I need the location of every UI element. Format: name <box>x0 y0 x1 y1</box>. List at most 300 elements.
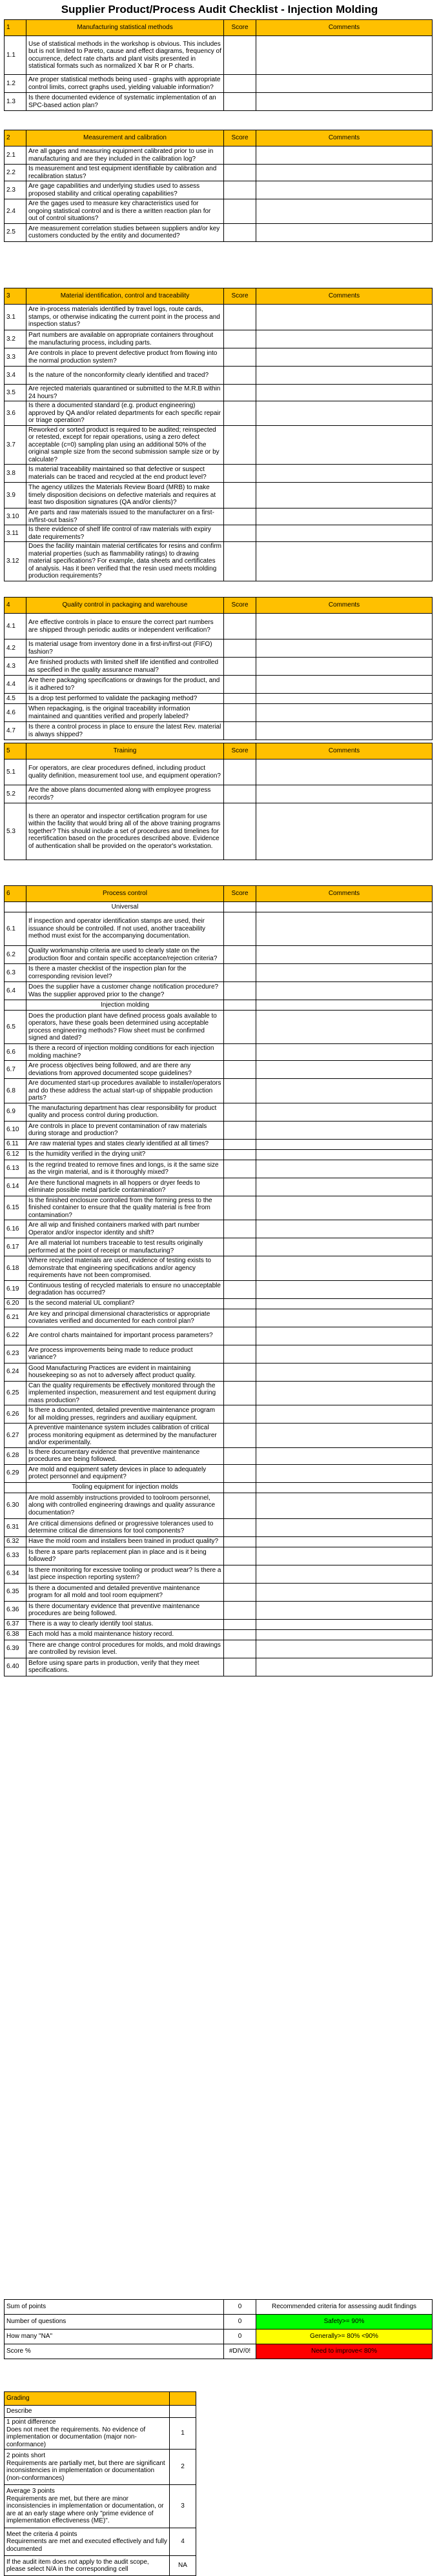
score-cell[interactable] <box>224 676 256 694</box>
comments-cell[interactable] <box>256 165 433 181</box>
score-cell[interactable] <box>224 1196 256 1220</box>
comments-cell[interactable] <box>256 223 433 241</box>
score-cell[interactable] <box>224 367 256 385</box>
item-number: 6.22 <box>5 1327 26 1345</box>
comments-cell[interactable] <box>256 401 433 426</box>
score-cell[interactable] <box>224 75 256 93</box>
grading-describe-row <box>5 2406 196 2418</box>
score-cell[interactable] <box>224 223 256 241</box>
comments-cell[interactable] <box>256 1178 433 1196</box>
score-cell[interactable] <box>224 1220 256 1238</box>
item-number: 6.9 <box>5 1103 26 1121</box>
checklist-row <box>5 1619 433 1629</box>
checklist-row <box>5 385 433 401</box>
score-cell[interactable] <box>224 1493 256 1518</box>
comments-cell[interactable] <box>256 367 433 385</box>
criteria-bad: Need to improve< 80% <box>256 2344 433 2359</box>
score-cell[interactable] <box>224 1583 256 1601</box>
number-of-questions-value: 0 <box>224 2315 256 2329</box>
comments-cell[interactable] <box>256 964 433 982</box>
score-cell[interactable] <box>224 1121 256 1139</box>
item-number: 6.39 <box>5 1640 26 1658</box>
comments-cell[interactable] <box>256 946 433 964</box>
checklist-row <box>5 1280 433 1298</box>
comments-cell[interactable] <box>256 199 433 224</box>
score-cell[interactable] <box>224 1536 256 1547</box>
item-question: Reworked or sorted product is required to be audited; reinspected or retested, except for repair operations, using a zero defect acceptable (c=0) sampling plan using an additional 50% of the original sample size from the second submission sample size or by calculate? <box>26 425 224 465</box>
score-cell[interactable] <box>224 1424 256 1448</box>
grading-row <box>5 2450 196 2485</box>
checklist-row <box>5 367 433 385</box>
item-number: 6.7 <box>5 1061 26 1079</box>
score-cell[interactable] <box>224 1256 256 1281</box>
item-number: 6.36 <box>5 1601 26 1619</box>
item-question: Good Manufacturing Practices are evident in maintaining housekeeping so as not to adversely affect product quality. <box>26 1363 224 1381</box>
number-of-questions-row <box>5 2315 433 2329</box>
comments-cell[interactable] <box>256 676 433 694</box>
score-cell[interactable] <box>224 1238 256 1256</box>
score-cell[interactable] <box>224 785 256 803</box>
score-cell[interactable] <box>224 704 256 722</box>
item-question: Are there packaging specifications or drawings for the product, and is it adhered to? <box>26 676 224 694</box>
item-number: 4.3 <box>5 658 26 676</box>
score-cell[interactable] <box>224 1309 256 1327</box>
score-cell[interactable] <box>224 1103 256 1121</box>
item-number: 5.3 <box>5 803 26 860</box>
score-cell[interactable] <box>224 946 256 964</box>
checklist-row <box>5 1121 433 1139</box>
item-question: Are critical dimensions defined or progressive tolerances used to determine critical die dimensions for tool components? <box>26 1518 224 1536</box>
comments-cell[interactable] <box>256 704 433 722</box>
checklist-row <box>5 36 433 75</box>
score-cell[interactable] <box>224 912 256 946</box>
comments-cell[interactable] <box>256 1160 433 1178</box>
comments-cell[interactable] <box>256 330 433 348</box>
score-cell[interactable] <box>224 525 256 542</box>
comments-cell[interactable] <box>256 658 433 676</box>
score-cell[interactable] <box>224 385 256 401</box>
section-title: Manufacturing statistical methods <box>26 20 224 36</box>
comments-cell[interactable] <box>256 1447 433 1464</box>
score-percent-label: Score % <box>5 2344 224 2359</box>
score-cell[interactable] <box>224 93 256 111</box>
comments-cell[interactable] <box>256 1196 433 1220</box>
section-table-1 <box>4 19 433 111</box>
item-question: Does the supplier have a customer change notification procedure? Was the supplier approved prior to the change? <box>26 982 224 1000</box>
item-question: Each mold has a mold maintenance history record. <box>26 1629 224 1640</box>
score-cell[interactable] <box>224 1565 256 1583</box>
checklist-row <box>5 1220 433 1238</box>
comments-cell[interactable] <box>256 1518 433 1536</box>
score-cell[interactable] <box>224 181 256 199</box>
score-cell[interactable] <box>224 964 256 982</box>
item-question: Is the humidity verified in the drying unit? <box>26 1149 224 1160</box>
checklist-row <box>5 425 433 465</box>
comments-cell[interactable] <box>256 425 433 465</box>
comments-cell[interactable] <box>256 694 433 704</box>
score-cell[interactable] <box>224 1658 256 1676</box>
checklist-row <box>5 785 433 803</box>
subsection-title: Tooling equipment for injection molds <box>26 1482 224 1493</box>
comments-cell[interactable] <box>256 1121 433 1139</box>
checklist-row <box>5 1583 433 1601</box>
item-number: 1.1 <box>5 36 26 75</box>
item-number: 6.4 <box>5 982 26 1000</box>
checklist-row <box>5 330 433 348</box>
score-cell[interactable] <box>224 425 256 465</box>
item-question: Are proper statistical methods being used - graphs with appropriate control limits, correct graphs used, yielding valuable information? <box>26 75 224 93</box>
item-question: The agency utilizes the Materials Review Board (MRB) to make timely disposition decisions on defective materials and requires at least two disposition signatures (QA and/or clients)? <box>26 483 224 508</box>
comments-header: Comments <box>256 598 433 614</box>
grading-description: Average 3 points Requirements are met, but there are minor inconsistencies in implementation or documentation, or are at an early stage where only "prime evidence of implementation effectiveness (ME)". <box>5 2485 170 2528</box>
section-header <box>5 130 433 146</box>
score-cell[interactable] <box>224 1044 256 1061</box>
comments-cell[interactable] <box>256 385 433 401</box>
checklist-row <box>5 401 433 426</box>
comments-cell[interactable] <box>256 785 433 803</box>
section-number: 5 <box>5 743 26 760</box>
item-number: 3.3 <box>5 348 26 367</box>
section-table-4 <box>4 597 433 740</box>
score-cell[interactable] <box>224 1160 256 1178</box>
comments-header: Comments <box>256 288 433 305</box>
item-question: Is the second material UL compliant? <box>26 1298 224 1309</box>
section-number: 3 <box>5 288 26 305</box>
checklist-row <box>5 1381 433 1405</box>
comments-cell[interactable] <box>256 1103 433 1121</box>
item-question: Is there a documented standard (e.g. product engineering) approved by QA and/or related departments for each specific repair or triage operation? <box>26 401 224 426</box>
comments-cell[interactable] <box>256 542 433 581</box>
item-number: 6.16 <box>5 1220 26 1238</box>
item-question: Is material usage from inventory done in a first-in/first-out (FIFO) fashion? <box>26 639 224 658</box>
comments-cell[interactable] <box>256 1061 433 1079</box>
comments-cell[interactable] <box>256 1298 433 1309</box>
item-question: Are rejected materials quarantined or submitted to the M.R.B within 24 hours? <box>26 385 224 401</box>
item-question: Are process improvements being made to reduce product variance? <box>26 1345 224 1363</box>
score-cell[interactable] <box>224 1464 256 1482</box>
score-cell[interactable] <box>224 1178 256 1196</box>
score-header: Score <box>224 288 256 305</box>
item-number: 3.6 <box>5 401 26 426</box>
checklist-row <box>5 1547 433 1565</box>
comments-cell[interactable] <box>256 1424 433 1448</box>
score-cell[interactable] <box>224 1363 256 1381</box>
item-question: Are all gages and measuring equipment calibrated prior to use in manufacturing and are they included in the calibration log? <box>26 146 224 165</box>
comments-cell[interactable] <box>256 1220 433 1238</box>
grading-description: Meet the criteria 4 points Requirements are met and executed effectively and fully documented <box>5 2528 170 2556</box>
score-cell[interactable] <box>224 330 256 348</box>
score-percent-value: #DIV/0! <box>224 2344 256 2359</box>
grading-table <box>4 2391 196 2576</box>
comments-cell[interactable] <box>256 93 433 111</box>
comments-cell[interactable] <box>256 483 433 508</box>
comments-cell[interactable] <box>256 525 433 542</box>
checklist-row <box>5 1309 433 1327</box>
score-cell[interactable] <box>224 1011 256 1044</box>
item-number: 3.12 <box>5 542 26 581</box>
item-question: Is there a control process in place to ensure the latest Rev. material is always shipped? <box>26 722 224 740</box>
item-question: Are key and principal dimensional characteristics or appropriate covariates verified and documented for each control plan? <box>26 1309 224 1327</box>
comments-cell[interactable] <box>256 1044 433 1061</box>
score-cell[interactable] <box>224 305 256 330</box>
score-cell[interactable] <box>224 1345 256 1363</box>
checklist-row <box>5 1079 433 1103</box>
comments-cell[interactable] <box>256 305 433 330</box>
score-cell[interactable] <box>224 165 256 181</box>
checklist-row <box>5 1238 433 1256</box>
item-question: Can the quality requirements be effectively monitored through the implemented inspection, measurement and test equipment during mass production? <box>26 1381 224 1405</box>
comments-cell[interactable] <box>256 722 433 740</box>
item-question: There are change control procedures for molds, and mold drawings are controlled by revision level. <box>26 1640 224 1658</box>
section-header <box>5 288 433 305</box>
checklist-row <box>5 348 433 367</box>
comments-cell[interactable] <box>256 36 433 75</box>
item-number: 3.11 <box>5 525 26 542</box>
score-header: Score <box>224 130 256 146</box>
score-cell[interactable] <box>224 1149 256 1160</box>
score-cell[interactable] <box>224 348 256 367</box>
item-question: There is a way to clearly identify tool status. <box>26 1619 224 1629</box>
section-header <box>5 743 433 760</box>
score-cell[interactable] <box>224 639 256 658</box>
comments-cell[interactable] <box>256 614 433 639</box>
grading-points: 3 <box>170 2485 196 2528</box>
checklist-row <box>5 704 433 722</box>
number-of-questions-label: Number of questions <box>5 2315 224 2329</box>
sum-of-points-label: Sum of points <box>5 2300 224 2315</box>
summary-table <box>4 2299 433 2359</box>
comments-cell[interactable] <box>256 1405 433 1424</box>
score-cell[interactable] <box>224 1640 256 1658</box>
score-cell[interactable] <box>224 1381 256 1405</box>
score-cell[interactable] <box>224 1619 256 1629</box>
checklist-row <box>5 1178 433 1196</box>
comments-cell[interactable] <box>256 1619 433 1629</box>
comments-cell[interactable] <box>256 1601 433 1619</box>
checklist-row <box>5 964 433 982</box>
item-question: Are there functional magnets in all hoppers or dryer feeds to eliminate possible metal particle contamination? <box>26 1178 224 1196</box>
subsection-title: Universal <box>26 902 224 912</box>
item-number: 6.38 <box>5 1629 26 1640</box>
checklist-row <box>5 1044 433 1061</box>
item-number: 6.34 <box>5 1565 26 1583</box>
comments-cell[interactable] <box>256 1381 433 1405</box>
comments-cell[interactable] <box>256 1547 433 1565</box>
item-question: When repackaging, is the original traceability information maintained and quantities verified and properly labeled? <box>26 704 224 722</box>
checklist-row <box>5 199 433 224</box>
comments-cell[interactable] <box>256 75 433 93</box>
item-question: Are documented start-up procedures available to installer/operators and do these address the actual start-up of shippable production parts? <box>26 1079 224 1103</box>
checklist-row <box>5 614 433 639</box>
comments-cell[interactable] <box>256 465 433 483</box>
item-number: 6.29 <box>5 1464 26 1482</box>
score-cell[interactable] <box>224 542 256 581</box>
score-cell[interactable] <box>224 1405 256 1424</box>
comments-cell[interactable] <box>256 803 433 860</box>
item-question: The manufacturing department has clear responsibility for product quality and process control during production. <box>26 1103 224 1121</box>
item-question: Is there documented evidence of systematic implementation of an SPC-based action plan? <box>26 93 224 111</box>
score-cell[interactable] <box>224 1547 256 1565</box>
score-cell[interactable] <box>224 1079 256 1103</box>
item-number: 3.7 <box>5 425 26 465</box>
comments-cell[interactable] <box>256 1640 433 1658</box>
page-title: Supplier Product/Process Audit Checklist - Injection Molding <box>61 3 378 15</box>
item-number: 6.33 <box>5 1547 26 1565</box>
comments-cell[interactable] <box>256 760 433 785</box>
checklist-row <box>5 1196 433 1220</box>
checklist-row <box>5 465 433 483</box>
comments-cell[interactable] <box>256 1493 433 1518</box>
section-title: Process control <box>26 886 224 902</box>
score-cell[interactable] <box>224 465 256 483</box>
section-number: 1 <box>5 20 26 36</box>
comments-cell[interactable] <box>256 982 433 1000</box>
item-question: Is a drop test performed to validate the packaging method? <box>26 694 224 704</box>
comments-cell[interactable] <box>256 1256 433 1281</box>
criteria-good: Safety>= 90% <box>256 2315 433 2329</box>
section-title: Material identification, control and traceability <box>26 288 224 305</box>
comments-cell[interactable] <box>256 1149 433 1160</box>
item-question: Are effective controls in place to ensure the correct part numbers are shipped through periodic audits or independent verification? <box>26 614 224 639</box>
grading-points: 2 <box>170 2450 196 2485</box>
na-count-row <box>5 2329 433 2344</box>
score-cell[interactable] <box>224 1061 256 1079</box>
score-cell[interactable] <box>224 1629 256 1640</box>
item-number: 2.3 <box>5 181 26 199</box>
score-cell[interactable] <box>224 614 256 639</box>
checklist-row <box>5 1011 433 1044</box>
comments-cell[interactable] <box>256 1583 433 1601</box>
item-question: Where recycled materials are used, evidence of testing exists to demonstrate that engineering specifications and/or agency requirements have not been compromised. <box>26 1256 224 1281</box>
item-number: 6.35 <box>5 1583 26 1601</box>
score-cell[interactable] <box>224 146 256 165</box>
score-cell[interactable] <box>224 1327 256 1345</box>
score-cell[interactable] <box>224 1601 256 1619</box>
item-question: Are control charts maintained for important process parameters? <box>26 1327 224 1345</box>
checklist-row <box>5 694 433 704</box>
item-question: For operators, are clear procedures defined, including product quality definition, measurement tool use, and equipment operation? <box>26 760 224 785</box>
checklist-row <box>5 639 433 658</box>
section-table-6 <box>4 885 433 1676</box>
item-number: 6.13 <box>5 1160 26 1178</box>
comments-cell[interactable] <box>256 181 433 199</box>
checklist-row <box>5 722 433 740</box>
item-number: 6.25 <box>5 1381 26 1405</box>
comments-cell[interactable] <box>256 1011 433 1044</box>
section-number: 6 <box>5 886 26 902</box>
score-cell[interactable] <box>224 36 256 75</box>
score-cell[interactable] <box>224 658 256 676</box>
comments-cell[interactable] <box>256 1464 433 1482</box>
checklist-row <box>5 305 433 330</box>
checklist-row <box>5 982 433 1000</box>
comments-cell[interactable] <box>256 1565 433 1583</box>
score-cell[interactable] <box>224 401 256 426</box>
item-question: Quality workmanship criteria are used to clearly state on the production floor and contain specific acceptance/rejection criteria? <box>26 946 224 964</box>
score-cell[interactable] <box>224 982 256 1000</box>
comments-cell[interactable] <box>256 1363 433 1381</box>
comments-cell[interactable] <box>256 1079 433 1103</box>
item-question: Is there documentary evidence that preventive maintenance procedures are being followed. <box>26 1447 224 1464</box>
score-cell[interactable] <box>224 760 256 785</box>
checklist-row <box>5 1405 433 1424</box>
comments-cell[interactable] <box>256 146 433 165</box>
item-number: 3.5 <box>5 385 26 401</box>
checklist-row <box>5 1103 433 1121</box>
item-question: Are parts and raw materials issued to the manufacturer on a first-in/first-out basis? <box>26 508 224 525</box>
comments-header: Comments <box>256 743 433 760</box>
item-question: Is there a record of injection molding conditions for each injection molding machine? <box>26 1044 224 1061</box>
score-cell[interactable] <box>224 694 256 704</box>
na-count-value: 0 <box>224 2329 256 2344</box>
item-question: Are process objectives being followed, and are there any deviations from approved documented scope guidelines? <box>26 1061 224 1079</box>
comments-cell[interactable] <box>256 1345 433 1363</box>
item-number: 3.2 <box>5 330 26 348</box>
item-number: 6.10 <box>5 1121 26 1139</box>
item-question: Is there monitoring for excessive tooling or product wear? Is there a last piece inspection reporting system? <box>26 1565 224 1583</box>
score-cell[interactable] <box>224 722 256 740</box>
item-number: 4.2 <box>5 639 26 658</box>
item-number: 6.24 <box>5 1363 26 1381</box>
comments-cell[interactable] <box>256 1139 433 1149</box>
grading-row <box>5 2485 196 2528</box>
comments-cell[interactable] <box>256 1309 433 1327</box>
comments-cell[interactable] <box>256 912 433 946</box>
comments-cell[interactable] <box>256 1629 433 1640</box>
subsection-row <box>5 902 433 912</box>
checklist-row <box>5 508 433 525</box>
score-cell[interactable] <box>224 483 256 508</box>
item-question: Is there a documented and detailed preventive maintenance program for all mold and tool room equipment? <box>26 1583 224 1601</box>
score-cell[interactable] <box>224 803 256 860</box>
criteria-mid: Generally>= 80% <90% <box>256 2329 433 2344</box>
sum-of-points-row <box>5 2300 433 2315</box>
item-question: Is there a documented, detailed preventive maintenance program for all molding presses, regrinders and auxiliary equipment. <box>26 1405 224 1424</box>
score-cell[interactable] <box>224 1298 256 1309</box>
score-cell[interactable] <box>224 199 256 224</box>
item-question: Before using spare parts in production, verify that they meet specifications. <box>26 1658 224 1676</box>
score-cell[interactable] <box>224 1139 256 1149</box>
item-question: Are raw material types and states clearly identified at all times? <box>26 1139 224 1149</box>
checklist-row <box>5 912 433 946</box>
item-question: Is the nature of the nonconformity clearly identified and traced? <box>26 367 224 385</box>
comments-cell[interactable] <box>256 639 433 658</box>
comments-cell[interactable] <box>256 508 433 525</box>
section-table-5 <box>4 743 433 860</box>
subsection-row <box>5 1000 433 1011</box>
item-number: 4.5 <box>5 694 26 704</box>
section-number: 4 <box>5 598 26 614</box>
item-number: 2.5 <box>5 223 26 241</box>
checklist-row <box>5 1565 433 1583</box>
score-cell[interactable] <box>224 1280 256 1298</box>
score-cell[interactable] <box>224 1447 256 1464</box>
item-number: 6.3 <box>5 964 26 982</box>
comments-cell[interactable] <box>256 1658 433 1676</box>
checklist-row <box>5 1493 433 1518</box>
comments-cell[interactable] <box>256 348 433 367</box>
comments-cell[interactable] <box>256 1280 433 1298</box>
comments-cell[interactable] <box>256 1536 433 1547</box>
item-question: Are the gages used to measure key characteristics used for ongoing statistical control and is there a written reaction plan for out of control situations? <box>26 199 224 224</box>
checklist-row <box>5 1629 433 1640</box>
score-cell[interactable] <box>224 1518 256 1536</box>
subsection-row <box>5 1482 433 1493</box>
item-number: 5.1 <box>5 760 26 785</box>
comments-cell[interactable] <box>256 1327 433 1345</box>
comments-cell[interactable] <box>256 1238 433 1256</box>
score-cell[interactable] <box>224 508 256 525</box>
